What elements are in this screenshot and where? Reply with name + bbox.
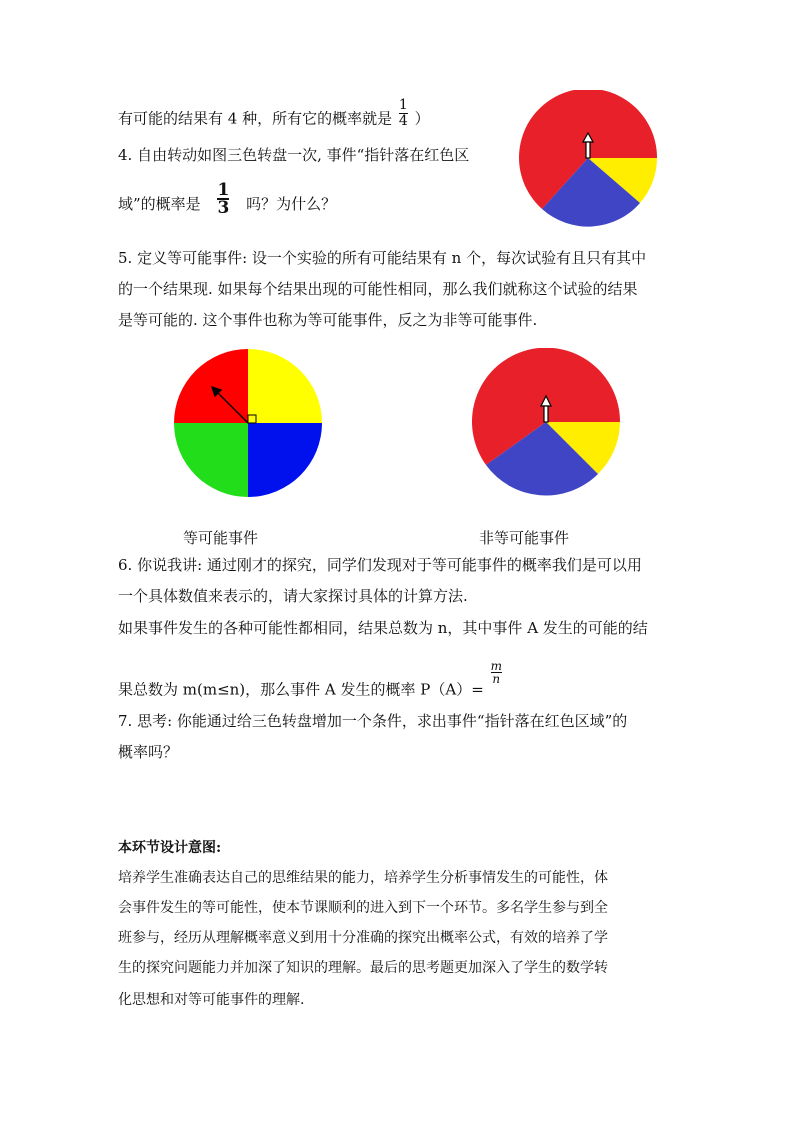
green-quadrant [174, 423, 248, 497]
q5-line2: 的一个结果现. 如果每个结果出现的可能性相同，那么我们就称这个试验的结果 [118, 280, 638, 298]
intro-text: 有可能的结果有 4 种，所有它的概率就是 [118, 109, 393, 128]
fraction-m-over-n [491, 660, 502, 685]
blue-quadrant [248, 423, 322, 497]
four-color-spinner [172, 349, 324, 499]
q6-line4 [118, 659, 504, 703]
three-color-spinner-bottom [470, 348, 624, 496]
q4-text-b: 吗？为什么？ [246, 195, 337, 213]
fraction-denominator: n [492, 672, 501, 686]
fraction-denominator: 3 [217, 198, 230, 218]
design-heading: 本环节设计意图: [118, 840, 222, 856]
design-line3: 班参与，经历从理解概率意义到用十分准确的探究出概率公式，有效的培养了学 [118, 930, 608, 946]
caption-equal-event: 等可能事件 [183, 529, 259, 547]
fraction-numerator: 1 [217, 180, 230, 200]
q7-line1: 7. 思考: 你能通过给三色转盘增加一个条件，求出事件“指针落在红色区域”的 [118, 712, 628, 730]
design-line4: 生的探究问题能力并加深了知识的理解。最后的思考题更加深入了学生的数学转 [118, 960, 608, 976]
fraction-denominator: 4 [398, 113, 408, 129]
q4-text-a: 域”的概率是 [118, 195, 201, 213]
yellow-quadrant [248, 349, 322, 423]
q4-line2 [118, 180, 337, 222]
fraction-numerator: m [490, 659, 502, 673]
q6-line1: 6. 你说我讲: 通过刚才的探究，同学们发现对于等可能事件的概率我们是可以用 [118, 556, 642, 574]
q4-line1: 4. 自由转动如图三色转盘一次, 事件“指针落在红色区 [118, 146, 470, 164]
three-color-spinner-top [518, 90, 662, 230]
fraction-numerator: 1 [398, 97, 408, 113]
design-line1: 培养学生准确表达自己的思维结果的能力，培养学生分析事情发生的可能性，体 [118, 870, 608, 886]
intro-close: ） [414, 109, 430, 128]
q5-line3: 是等可能的. 这个事件也称为等可能事件，反之为非等可能事件. [118, 311, 538, 329]
fraction-one-quarter [399, 98, 408, 129]
design-line5: 化思想和对等可能事件的理解. [118, 992, 305, 1008]
fraction-one-third [217, 182, 229, 216]
design-line2: 会事件发生的等可能性，使本节课顺利的进入到下一个环节。多名学生参与到全 [118, 900, 608, 916]
q6-line3: 如果事件发生的各种可能性都相同，结果总数为 n，其中事件 A 发生的可能的结 [118, 619, 648, 637]
q6-text: 果总数为 m(m≤n)，那么事件 A 发生的概率 P（A）= [118, 680, 484, 699]
intro-line [118, 97, 430, 135]
caption-unequal-event: 非等可能事件 [479, 529, 570, 547]
q7-line2: 概率吗？ [118, 743, 179, 761]
q6-line2: 一个具体数值来表示的，请大家探讨具体的计算方法. [118, 587, 468, 605]
q5-line1: 5. 定义等可能事件: 设一个实验的所有可能结果有 n 个，每次试验有且只有其中 [118, 249, 647, 267]
